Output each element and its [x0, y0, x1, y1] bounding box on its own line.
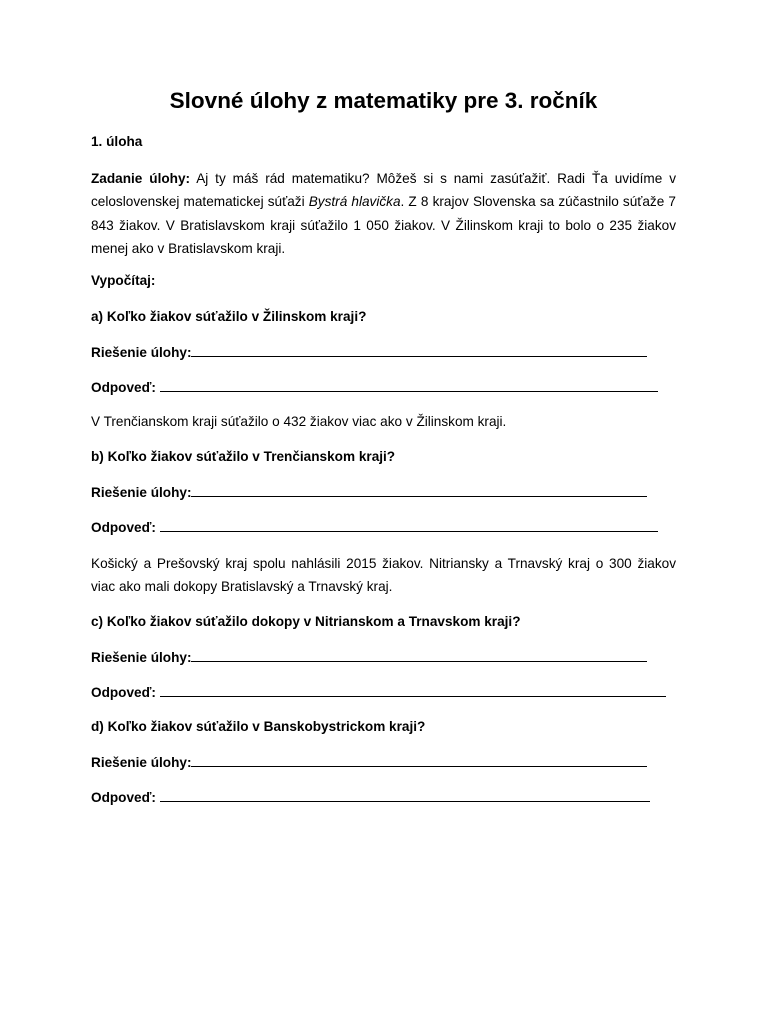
solution-label: Riešenie úlohy:: [91, 485, 192, 500]
answer-blank-a[interactable]: [160, 378, 658, 392]
solution-label: Riešenie úlohy:: [91, 755, 192, 770]
solution-blank-c[interactable]: [191, 648, 647, 662]
question-c: c) Koľko žiakov súťažilo dokopy v Nitrianskom a Trnavskom kraji?: [91, 614, 521, 629]
question-d: d) Koľko žiakov súťažilo v Banskobystrickom kraji?: [91, 719, 426, 734]
answer-line-d: [91, 788, 650, 807]
info-kosice: Košický a Prešovský kraj spolu nahlásili 2015 žiakov. Nitriansky a Trnavský kraj o 300 žiakov viac ako mali dokopy Bratislavský a Trnavský kraj.: [91, 556, 676, 595]
answer-label: Odpoveď:: [91, 520, 160, 535]
answer-label: Odpoveď:: [91, 790, 160, 805]
solution-line-c: [91, 648, 647, 667]
assignment-paragraph: [91, 167, 676, 260]
solution-blank-b[interactable]: [191, 483, 647, 497]
calculate-label: Vypočítaj:: [91, 273, 156, 288]
worksheet-page: [91, 84, 677, 805]
answer-label: Odpoveď:: [91, 685, 160, 700]
solution-label: Riešenie úlohy:: [91, 650, 192, 665]
answer-line-c: [91, 683, 666, 702]
answer-label: Odpoveď:: [91, 380, 160, 395]
answer-blank-d[interactable]: [160, 788, 650, 802]
competition-name: Bystrá hlavička: [308, 194, 401, 210]
answer-blank-c[interactable]: [160, 683, 666, 697]
answer-blank-b[interactable]: [160, 518, 658, 532]
page-title: Slovné úlohy z matematiky pre 3. ročník: [169, 88, 598, 113]
answer-line-a: [91, 378, 658, 397]
task-number: 1. úloha: [91, 134, 143, 149]
info-trencin: V Trenčianskom kraji súťažilo o 432 žiakov viac ako v Žilinskom kraji.: [91, 414, 507, 429]
answer-line-b: [91, 518, 658, 537]
solution-line-a: [91, 343, 647, 362]
question-b: b) Koľko žiakov súťažilo v Trenčianskom kraji?: [91, 449, 396, 464]
solution-line-d: [91, 753, 647, 772]
question-a: a) Koľko žiakov súťažilo v Žilinskom kraji?: [91, 309, 367, 324]
assignment-text-1: Aj ty máš rád matematiku? Môžeš si s nami zasúťažiť. Radi Ťa uvidíme v celoslovenskej matematickej súťaži: [91, 171, 677, 210]
solution-blank-a[interactable]: [191, 343, 647, 357]
assignment-label: Zadanie úlohy:: [91, 171, 191, 186]
solution-blank-d[interactable]: [191, 753, 647, 767]
assignment-text-2: . Z 8 krajov Slovenska sa zúčastnilo súťaže 7 843 žiakov. V Bratislavskom kraji súťažilo 1 050 žiakov. V Žilinskom kraji to bolo o 235 žiakov menej ako v Bratislavskom kraji.: [91, 194, 676, 256]
solution-label: Riešenie úlohy:: [91, 345, 192, 360]
solution-line-b: [91, 483, 647, 502]
